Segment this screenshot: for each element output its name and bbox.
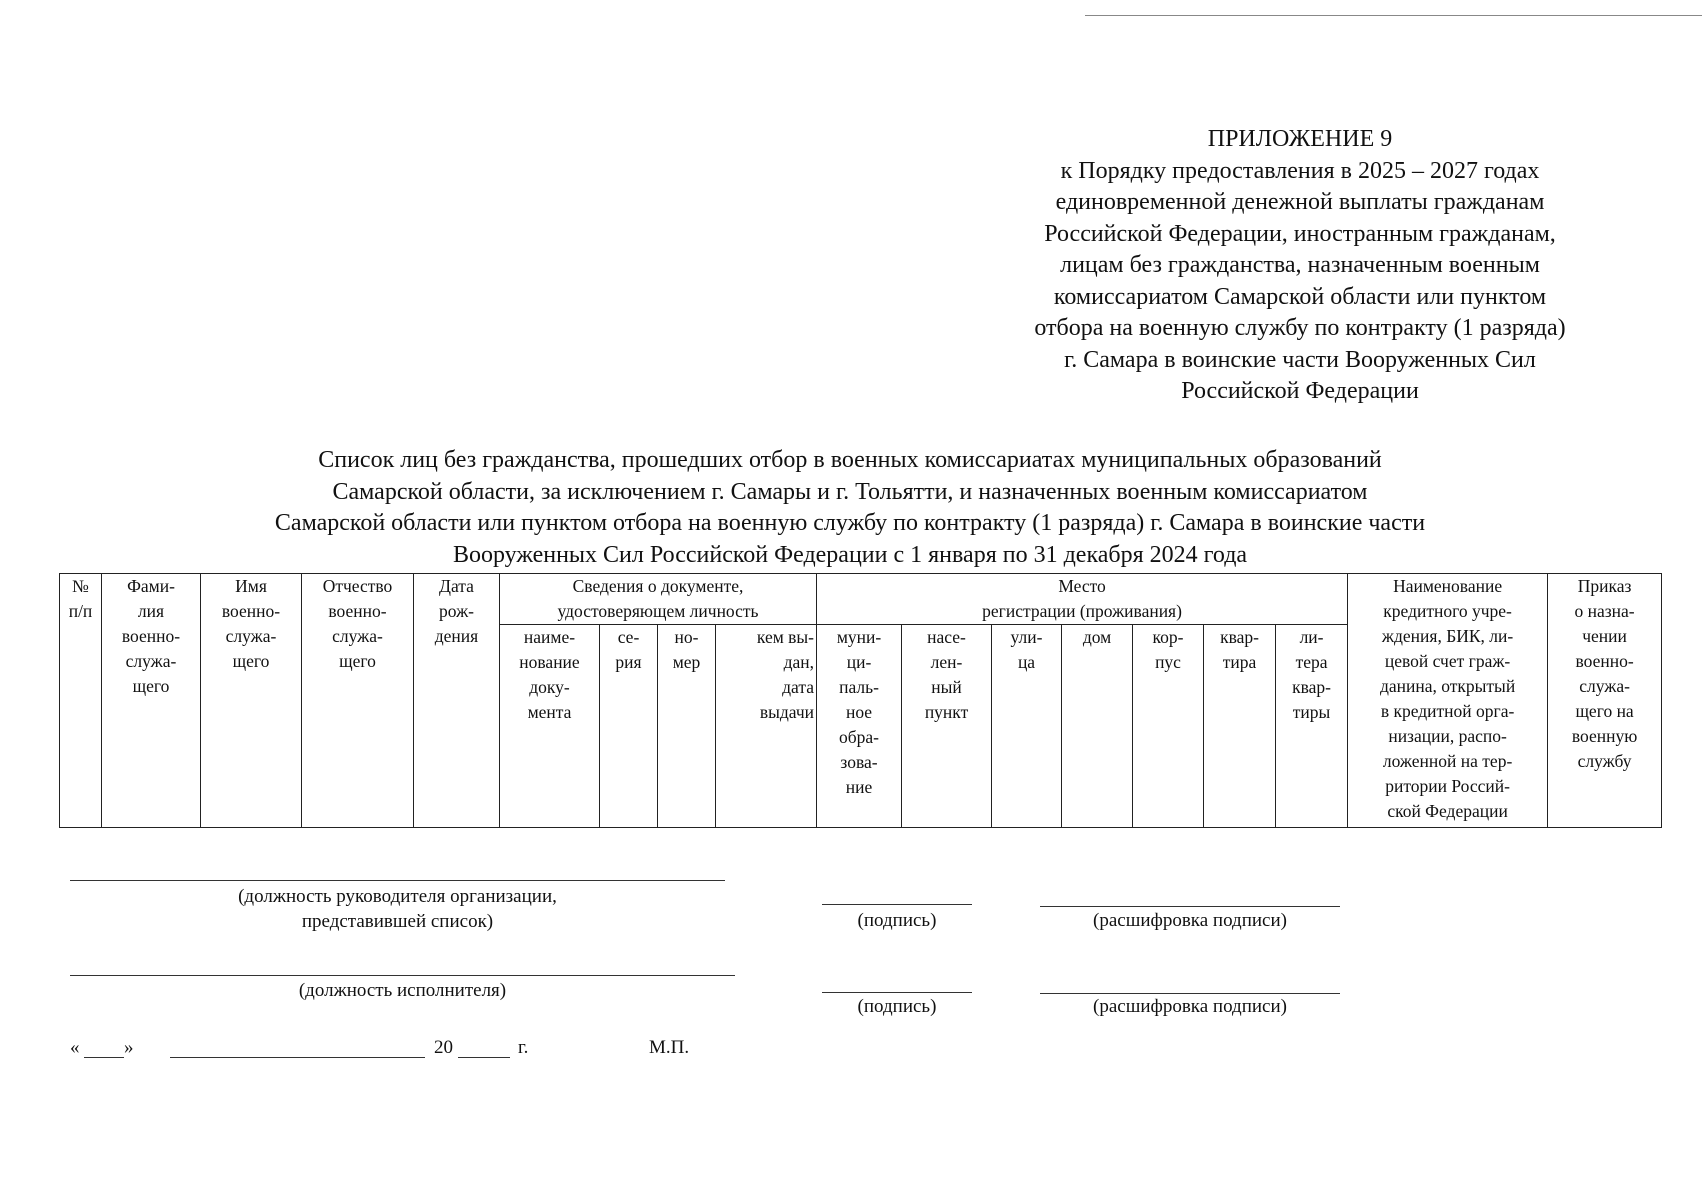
date-month-line [170, 1057, 425, 1058]
register-table [59, 573, 1662, 828]
col-name: Имя военно- служа- щего [201, 574, 302, 828]
col-group-registration-place: Место регистрации (проживания) [817, 574, 1348, 625]
col-patronymic: Отчество военно- служа- щего [302, 574, 414, 828]
date-year-prefix: 20 [434, 1037, 453, 1058]
decoding-caption-1: (расшифровка подписи) [1093, 910, 1287, 931]
col-municipality: муни- ци- паль- ное обра- зова- ние [817, 625, 902, 828]
date-close-quote: » [124, 1037, 134, 1058]
scan-edge-line [1085, 15, 1702, 16]
signature-caption-2: (подпись) [857, 996, 937, 1017]
head-position-caption [70, 884, 725, 934]
appendix-line: единовременной денежной выплаты гражданам [1055, 189, 1545, 215]
col-street: ули- ца [992, 625, 1062, 828]
col-surname: Фами- лия военно- служа- щего [102, 574, 201, 828]
appendix-line: ПРИЛОЖЕНИЕ 9 [1207, 126, 1393, 152]
title-line: Самарской области, за исключением г. Самары и г. Тольятти, и назначенных военным комиссариатом [332, 478, 1368, 505]
date-year-suffix: г. [518, 1037, 529, 1058]
appendix-line: Российской Федерации, иностранным гражданам, [1044, 220, 1556, 247]
head-position-caption-line: представившей список) [301, 911, 494, 932]
appendix-line: Российской Федерации [1181, 378, 1419, 404]
col-apartment-letter: ли- тера квар- тиры [1276, 625, 1348, 828]
stamp-place: М.П. [649, 1037, 690, 1058]
title-line: Вооруженных Сил Российской Федерации с 1 января по 31 декабря 2024 года [452, 541, 1248, 568]
col-birth-date: Дата рож- дения [414, 574, 500, 828]
col-settlement: насе- лен- ный пункт [902, 625, 992, 828]
col-order: Приказ о назна- чении военно- служа- щего на военную службу [1548, 574, 1662, 828]
col-doc-series: се- рия [600, 625, 658, 828]
title-line: Самарской области или пунктом отбора на военную службу по контракту (1 разряда) г. Самара в воинские части [274, 510, 1426, 536]
col-house: дом [1062, 625, 1133, 828]
col-apartment: квар- тира [1204, 625, 1276, 828]
appendix-line: комиссариатом Самарской области или пунктом [1053, 283, 1547, 310]
col-bank: Наименование кредитного учре- ждения, БИК, ли- цевой счет граж- данина, открытый в кредитной орга- низации, распо- ложенной на тер- ритории Россий- ской Федерации [1348, 574, 1548, 828]
head-position-caption-line: (должность руководителя организации, [238, 886, 557, 907]
title-line: Список лиц без гражданства, прошедших отбор в военных комиссариатах муниципальных образований [318, 447, 1382, 473]
col-building: кор- пус [1133, 625, 1204, 828]
executor-position-caption: (должность исполнителя) [298, 980, 507, 1001]
col-group-identity-document: Сведения о документе, удостоверяющем личность [500, 574, 817, 625]
col-number: № п/п [60, 574, 102, 828]
appendix-line: лицам без гражданства, назначенным военным [1060, 252, 1540, 278]
document-title [60, 445, 1640, 571]
col-doc-name: наиме- нование доку- мента [500, 625, 600, 828]
appendix-line: к Порядку предоставления в 2025 – 2027 годах [1060, 157, 1540, 184]
col-doc-issued: кем вы- дан, дата выдачи [716, 625, 817, 828]
signature-line-1 [822, 904, 972, 905]
decoding-line-1 [1040, 906, 1340, 907]
date-open-quote: « [70, 1037, 80, 1058]
head-position-line [70, 880, 725, 881]
decoding-caption-2: (расшифровка подписи) [1093, 996, 1287, 1017]
signature-line-2 [822, 992, 972, 993]
date-day-line [84, 1057, 124, 1058]
appendix-line: отбора на военную службу по контракту (1 разряда) [1034, 315, 1566, 341]
date-year-line [458, 1057, 510, 1058]
appendix-line: г. Самара в воинские части Вооруженных Сил [1064, 346, 1536, 373]
appendix-header [940, 124, 1660, 408]
executor-position-line [70, 975, 735, 976]
signature-caption-1: (подпись) [857, 910, 937, 931]
col-doc-number: но- мер [658, 625, 716, 828]
